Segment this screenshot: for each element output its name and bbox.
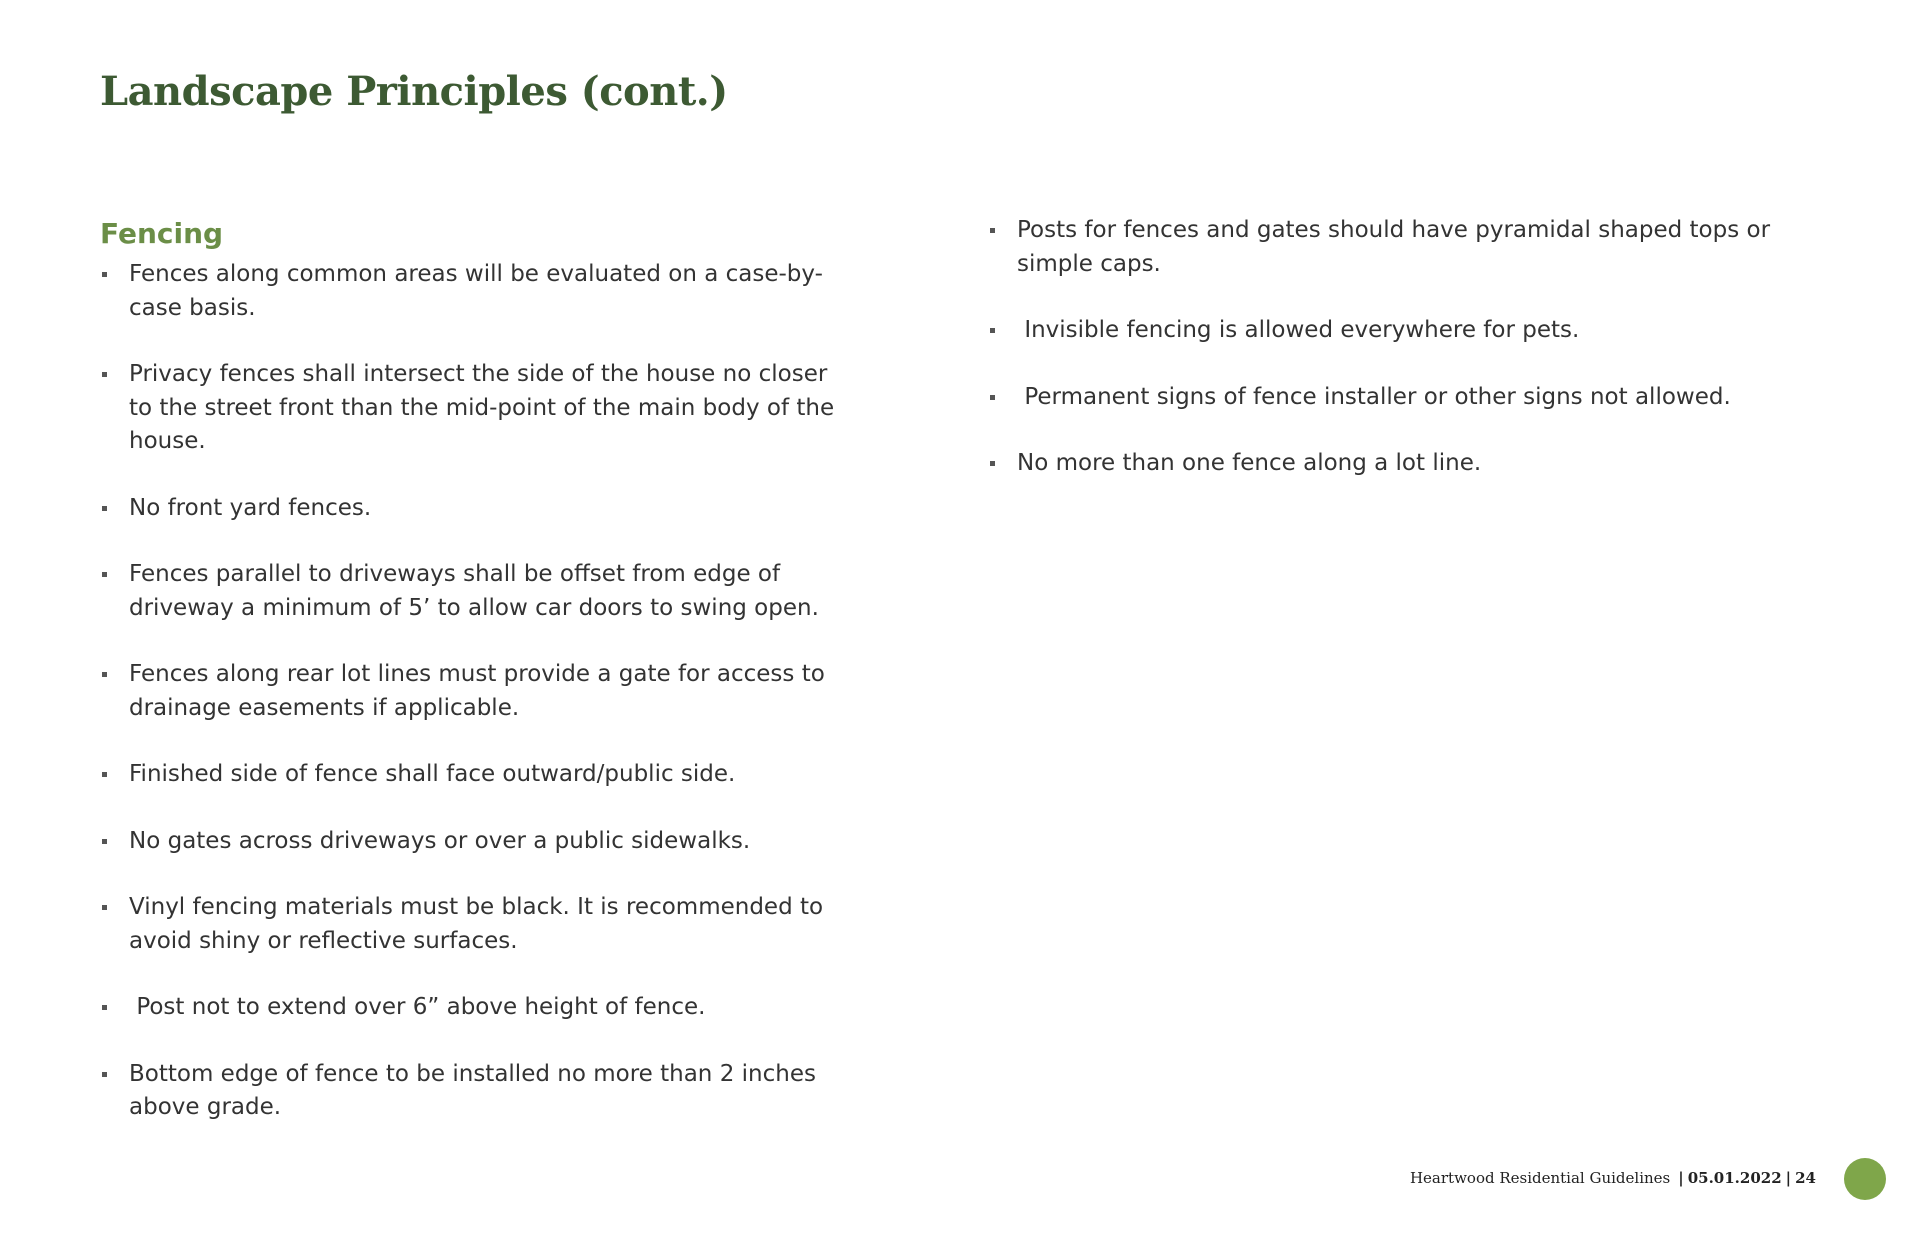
list-item-text: Post not to extend over 6” above height of fence. bbox=[129, 994, 706, 1020]
left-bullet-list bbox=[100, 258, 840, 1125]
list-item-text: Privacy fences shall intersect the side of the house no closer to the street front than the mid-point of the main body of the house. bbox=[129, 361, 835, 454]
bullet-icon bbox=[102, 1072, 107, 1077]
footer-date: 05.01.2022 bbox=[1687, 1169, 1782, 1187]
footer-separator: | bbox=[1785, 1169, 1792, 1187]
right-column bbox=[988, 214, 1808, 514]
bullet-icon bbox=[102, 572, 107, 577]
list-item-text: Vinyl fencing materials must be black. It is recommended to avoid shiny or reflective surfaces. bbox=[129, 894, 824, 954]
bullet-icon bbox=[102, 272, 107, 277]
bullet-icon bbox=[990, 461, 995, 466]
list-item-text: Fences parallel to driveways shall be offset from edge of driveway a minimum of 5’ to allow car doors to swing open. bbox=[129, 561, 819, 621]
list-item bbox=[988, 381, 1808, 415]
footer-circle-icon bbox=[1844, 1158, 1886, 1200]
list-item bbox=[100, 658, 840, 725]
list-item-text: Fences along rear lot lines must provide a gate for access to drainage easements if applicable. bbox=[129, 661, 825, 721]
footer-document-name: Heartwood Residential Guidelines bbox=[1409, 1169, 1671, 1187]
list-item-text: No more than one fence along a lot line. bbox=[1017, 450, 1482, 476]
list-item-text: No gates across driveways or over a public sidewalks. bbox=[129, 827, 751, 854]
bullet-icon bbox=[102, 772, 107, 777]
left-column bbox=[100, 214, 840, 1158]
bullet-icon bbox=[102, 672, 107, 677]
list-item-text: Fences along common areas will be evaluated on a case-by-case basis. bbox=[129, 261, 823, 321]
footer-separator: | bbox=[1678, 1169, 1684, 1187]
list-item bbox=[100, 825, 840, 859]
bullet-icon bbox=[990, 395, 995, 400]
section-heading-fencing: Fencing bbox=[100, 217, 224, 250]
bullet-icon bbox=[990, 328, 995, 333]
list-item-text: Permanent signs of fence installer or other signs not allowed. bbox=[1017, 383, 1731, 410]
list-item bbox=[100, 558, 840, 625]
list-item bbox=[100, 358, 840, 459]
list-item bbox=[100, 1058, 840, 1125]
list-item bbox=[100, 891, 840, 958]
bullet-icon bbox=[102, 905, 107, 910]
bullet-icon bbox=[102, 839, 107, 844]
list-item-text: Invisible fencing is allowed everywhere for pets. bbox=[1017, 317, 1580, 343]
bullet-icon bbox=[102, 506, 107, 511]
bullet-icon bbox=[102, 372, 107, 377]
page-footer bbox=[1410, 1160, 1816, 1196]
list-item-text: Finished side of fence shall face outward/public side. bbox=[129, 761, 736, 787]
list-item bbox=[988, 314, 1808, 348]
list-item bbox=[100, 991, 840, 1025]
bullet-icon bbox=[990, 228, 995, 233]
list-item-text: Bottom edge of fence to be installed no more than 2 inches above grade. bbox=[129, 1060, 816, 1120]
list-item bbox=[100, 758, 840, 792]
page-title: Landscape Principles (cont.) bbox=[100, 68, 728, 115]
list-item bbox=[988, 447, 1808, 481]
bullet-icon bbox=[102, 1005, 107, 1010]
list-item bbox=[100, 258, 840, 325]
list-item bbox=[100, 492, 840, 526]
footer-page-number: 24 bbox=[1795, 1169, 1816, 1187]
list-item bbox=[988, 214, 1808, 281]
list-item-text: Posts for fences and gates should have pyramidal shaped tops or simple caps. bbox=[1017, 217, 1771, 277]
list-item-text: No front yard fences. bbox=[129, 494, 372, 521]
right-bullet-list bbox=[988, 214, 1808, 481]
